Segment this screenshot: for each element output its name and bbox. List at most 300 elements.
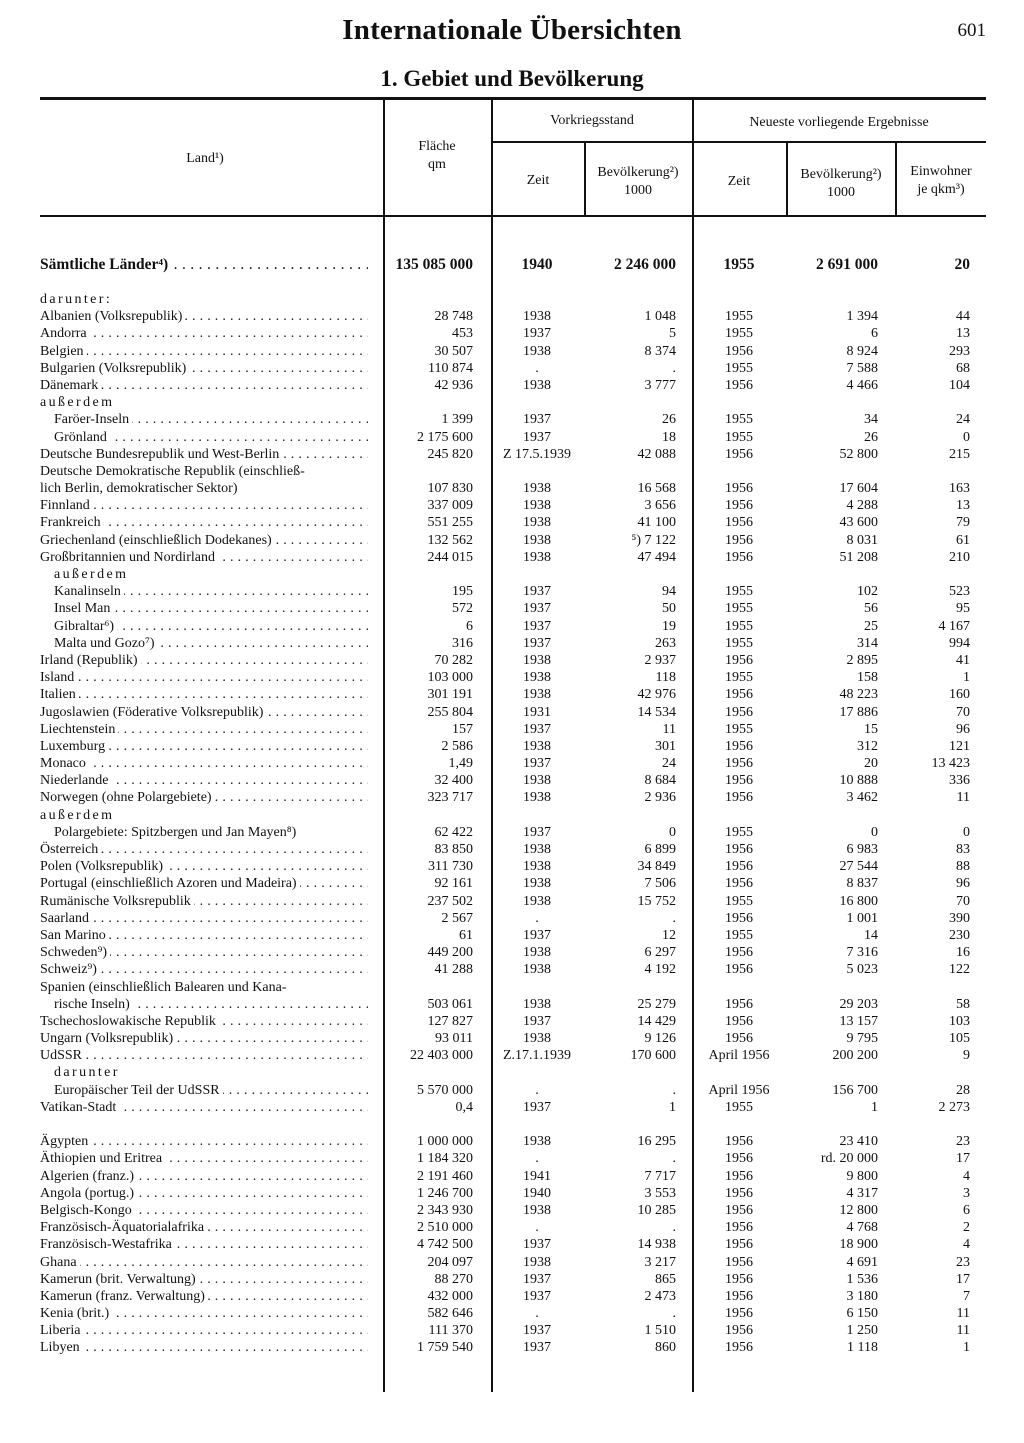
header-vorkriegsstand: Vorkriegsstand	[550, 113, 634, 128]
cell-nbev: 4 288	[846, 498, 878, 514]
cell-nzeit: 1956	[725, 1271, 753, 1287]
cell-einw: 9	[963, 1048, 970, 1064]
cell-nzeit: 1956	[725, 773, 753, 789]
cell-nbev: 26	[864, 429, 878, 445]
table-row	[40, 910, 986, 927]
cell-einw: 13	[956, 326, 970, 342]
cell-einw: 523	[949, 584, 970, 600]
table-row	[40, 291, 986, 308]
cell-nbev: 7 316	[846, 945, 878, 961]
cell-einw: 6	[963, 1202, 970, 1218]
cell-nzeit: 1956	[725, 790, 753, 806]
table-row	[40, 686, 986, 703]
cell-einw: 44	[956, 309, 970, 325]
cell-einw: 58	[956, 996, 970, 1012]
cell-nbev: 13 157	[839, 1013, 878, 1029]
cell-nbev: 15	[864, 721, 878, 737]
cell-nzeit: 1956	[725, 377, 753, 393]
table-row	[40, 1082, 986, 1099]
cell-nbev: 43 600	[839, 515, 878, 531]
table-row	[40, 996, 986, 1013]
cell-nzeit: 1956	[725, 1220, 753, 1236]
cell-land	[54, 635, 368, 652]
cell-flaeche: 1,49	[448, 756, 473, 772]
land-name: Kamerun (franz. Verwaltung)	[40, 1289, 208, 1304]
cell-land	[40, 463, 368, 480]
cell-land	[40, 1339, 368, 1356]
cell-vzeit: 1937	[523, 584, 551, 600]
cell-vbev: 42 976	[637, 687, 676, 703]
land-name: Polargebiete: Spitzbergen und Jan Mayen⁸)	[54, 825, 299, 840]
table-row	[40, 1185, 986, 1202]
header-flaeche	[385, 138, 489, 174]
cell-nzeit: 1956	[725, 910, 753, 926]
cell-land	[54, 1082, 368, 1099]
table-row	[40, 772, 986, 789]
cell-einw: 83	[956, 842, 970, 857]
cell-vbev: .	[672, 1220, 676, 1236]
cell-einw: 88	[956, 859, 970, 875]
cell-vzeit: 1938	[523, 377, 551, 393]
table-row	[40, 325, 986, 342]
cell-land	[40, 514, 368, 531]
table-row	[40, 532, 986, 549]
land-name: Libyen	[40, 1340, 83, 1355]
cell-flaeche: 32 400	[434, 773, 473, 789]
cell-land	[54, 411, 368, 428]
table-body	[40, 255, 986, 1357]
cell-vzeit: 1937	[523, 1237, 551, 1253]
land-name: Ghana	[40, 1255, 80, 1270]
land-name: Griechenland (einschließlich Dodekanes)	[40, 533, 275, 548]
cell-land	[40, 979, 368, 996]
cell-vbev: 3 553	[644, 1185, 676, 1201]
cell-land	[40, 480, 368, 497]
cell-nbev: 102	[857, 584, 878, 600]
table-row	[40, 463, 986, 480]
land-name: Andorra	[40, 326, 90, 341]
table-row	[40, 961, 986, 978]
cell-flaeche: 323 717	[427, 790, 473, 806]
cell-nbev: 312	[857, 738, 878, 754]
cell-flaeche: 255 804	[427, 704, 473, 720]
cell-flaeche: 107 830	[427, 481, 473, 497]
cell-vzeit: Z.17.1.1939	[502, 1048, 572, 1064]
land-name: Frankreich	[40, 515, 104, 530]
cell-vzeit: 1937	[523, 1013, 551, 1029]
cell-einw: 7	[963, 1288, 970, 1304]
cell-land	[40, 927, 368, 944]
cell-vzeit: 1937	[523, 412, 551, 428]
land-name: Jugoslawien (Föderative Volksrepublik)	[40, 705, 266, 720]
cell-flaeche: 1 184 320	[417, 1151, 473, 1167]
cell-land	[40, 377, 368, 394]
cell-vzeit: 1937	[523, 1323, 551, 1339]
cell-einw: 20	[954, 256, 970, 273]
header-bev-unit: 1000	[827, 185, 855, 200]
cell-flaeche: 4 742 500	[417, 1237, 473, 1253]
cell-nzeit: 1956	[725, 876, 753, 892]
cell-nbev: 18 900	[839, 1237, 878, 1253]
cell-vbev: 8 374	[644, 343, 676, 359]
table-row	[40, 1271, 986, 1288]
land-name: lich Berlin, demokratischer Sektor)	[40, 481, 241, 496]
cell-land	[40, 308, 368, 325]
cell-einw: 11	[956, 1306, 970, 1322]
table-row	[40, 480, 986, 497]
cell-vzeit: 1937	[523, 1288, 551, 1304]
cell-vbev: 16 295	[637, 1134, 676, 1150]
cell-vzeit: 1937	[523, 1099, 551, 1115]
cell-vbev: 15 752	[637, 893, 676, 909]
cell-nzeit: 1956	[725, 996, 753, 1012]
cell-einw: 0	[963, 824, 970, 840]
cell-vzeit: 1938	[523, 343, 551, 359]
table-row	[40, 807, 986, 824]
header-neueste-bevoelkerung	[788, 166, 894, 202]
cell-nzeit: 1955	[725, 721, 753, 737]
cell-einw: 4	[963, 1168, 970, 1184]
cell-einw: 336	[949, 773, 970, 789]
table-row	[40, 1030, 986, 1047]
cell-flaeche: 311 730	[428, 859, 473, 875]
land-name: Finnland	[40, 498, 93, 513]
cell-einw: 293	[949, 343, 970, 359]
cell-vbev: 860	[655, 1340, 676, 1356]
cell-flaeche: 2 175 600	[417, 429, 473, 445]
cell-flaeche: 61	[459, 927, 473, 943]
cell-vzeit: .	[535, 1306, 539, 1322]
cell-nbev: 9 800	[846, 1168, 878, 1184]
cell-vbev: .	[672, 1306, 676, 1322]
land-name: Spanien (einschließlich Balearen und Kana-	[40, 980, 289, 995]
cell-nzeit: 1955	[725, 326, 753, 342]
cell-land	[54, 1064, 368, 1081]
land-name: außerdem	[40, 808, 117, 823]
cell-vbev: 11	[662, 721, 676, 737]
land-name: Monaco	[40, 756, 89, 771]
cell-flaeche: 6	[466, 618, 473, 634]
land-name: Europäischer Teil der UdSSR	[54, 1083, 223, 1098]
table-row	[40, 1064, 986, 1081]
cell-nzeit: 1956	[725, 1151, 753, 1167]
cell-vzeit: 1937	[523, 635, 551, 651]
cell-land	[40, 944, 368, 961]
cell-nzeit: 1955	[725, 309, 753, 325]
cell-flaeche: 28 748	[434, 309, 473, 325]
cell-vzeit: 1938	[523, 309, 551, 325]
cell-nbev: 0	[871, 824, 878, 840]
cell-flaeche: 432 000	[427, 1288, 473, 1304]
cell-vbev: 19	[662, 618, 676, 634]
cell-flaeche: 62 422	[434, 824, 473, 840]
cell-flaeche: 135 085 000	[395, 256, 473, 273]
cell-vzeit: .	[535, 1220, 539, 1236]
cell-einw: 2	[963, 1220, 970, 1236]
table-row	[40, 308, 986, 325]
cell-nbev: 8 837	[846, 876, 878, 892]
cell-einw: 1	[963, 1340, 970, 1356]
cell-land	[40, 755, 368, 772]
cell-land	[54, 600, 368, 617]
cell-flaeche: 42 936	[434, 377, 473, 393]
cell-land	[54, 583, 368, 600]
table-row	[40, 600, 986, 617]
header-bottom-rule	[40, 215, 986, 217]
cell-flaeche: 2 191 460	[417, 1168, 473, 1184]
cell-nzeit: 1955	[725, 670, 753, 686]
land-name: Faröer-Inseln	[54, 412, 132, 427]
land-name: Kenia (brit.)	[40, 1306, 112, 1321]
table-row	[40, 1202, 986, 1219]
cell-vzeit: 1937	[523, 721, 551, 737]
table-row	[40, 755, 986, 772]
cell-einw: 105	[949, 1031, 970, 1047]
cell-einw: 4 167	[938, 618, 970, 634]
cell-land	[40, 1133, 368, 1150]
section-title: 1. Gebiet und Bevölkerung	[380, 66, 644, 91]
cell-land	[40, 446, 368, 463]
cell-nbev: 1 250	[846, 1323, 878, 1339]
header-neueste-zeit: Zeit	[727, 174, 751, 189]
cell-nbev: 48 223	[839, 687, 878, 703]
land-name: Ungarn (Volksrepublik)	[40, 1031, 176, 1046]
cell-flaeche: 157	[452, 721, 473, 737]
cell-vzeit: 1937	[523, 1340, 551, 1356]
table-row	[40, 1219, 986, 1236]
cell-einw: 95	[956, 601, 970, 617]
cell-land	[40, 686, 368, 703]
cell-vbev: 94	[662, 584, 676, 600]
cell-einw: 11	[956, 1323, 970, 1339]
land-name: Kamerun (brit. Verwaltung)	[40, 1272, 199, 1287]
cell-vzeit: 1938	[523, 876, 551, 892]
table-row	[40, 824, 986, 841]
cell-nzeit: 1956	[725, 532, 753, 548]
table-row	[40, 704, 986, 721]
land-name: darunter	[54, 1065, 123, 1080]
cell-nzeit: 1955	[725, 618, 753, 634]
cell-land	[40, 1013, 368, 1030]
cell-land	[40, 652, 368, 669]
cell-land	[40, 1219, 368, 1236]
cell-vzeit: 1940	[523, 1185, 551, 1201]
cell-land	[40, 1288, 368, 1305]
cell-nbev: 8 924	[846, 343, 878, 359]
table-row	[40, 583, 986, 600]
cell-nzeit: April 1956	[708, 1082, 770, 1098]
cell-land	[40, 1322, 368, 1339]
land-name: Polen (Volksrepublik)	[40, 859, 166, 874]
land-name: Ägypten	[40, 1134, 91, 1149]
cell-land	[40, 1150, 368, 1167]
cell-vbev: 2 937	[644, 652, 676, 668]
cell-vzeit: 1937	[523, 1271, 551, 1287]
table-row	[40, 1099, 986, 1116]
table-row	[40, 927, 986, 944]
cell-land	[40, 961, 368, 978]
table-row	[40, 1322, 986, 1339]
cell-vbev: ⁵) 7 122	[631, 532, 676, 548]
cell-vbev: 14 429	[637, 1013, 676, 1029]
land-name: Großbritannien und Nordirland	[40, 550, 218, 565]
header-land: Land¹)	[186, 151, 224, 166]
cell-land	[40, 1236, 368, 1253]
cell-vbev: 42 088	[637, 446, 676, 462]
cell-nzeit: 1956	[725, 945, 753, 961]
cell-nzeit: 1956	[725, 1340, 753, 1356]
cell-flaeche: 572	[452, 601, 473, 617]
page-title: Internationale Übersichten	[342, 14, 682, 46]
cell-land	[54, 618, 368, 635]
land-name: darunter:	[40, 292, 115, 307]
cell-nzeit: 1956	[725, 1306, 753, 1322]
cell-vbev: 0	[669, 824, 676, 840]
header-einw-label: Einwohner	[910, 164, 972, 179]
cell-flaeche: 237 502	[427, 893, 473, 909]
cell-vzeit: .	[535, 1082, 539, 1098]
cell-einw: 103	[949, 1013, 970, 1029]
cell-vbev: 25 279	[637, 996, 676, 1012]
table-row	[40, 858, 986, 875]
cell-vzeit: 1938	[523, 773, 551, 789]
cell-nzeit: 1956	[725, 1323, 753, 1339]
cell-nzeit: 1956	[725, 738, 753, 754]
cell-vbev: 14 534	[637, 704, 676, 720]
cell-nbev: rd. 20 000	[820, 1151, 878, 1167]
cell-einw: 122	[949, 962, 970, 978]
cell-nzeit: 1956	[725, 687, 753, 703]
header-bev-unit: 1000	[624, 183, 652, 198]
land-name: Gibraltar⁶)	[54, 619, 117, 634]
cell-nbev: 8 031	[846, 532, 878, 548]
cell-flaeche: 2 510 000	[417, 1220, 473, 1236]
cell-vbev: 12	[662, 927, 676, 943]
cell-land	[54, 996, 368, 1013]
table-row	[40, 618, 986, 635]
table-row	[40, 789, 986, 806]
cell-nzeit: 1956	[725, 1254, 753, 1270]
cell-vzeit: .	[535, 1151, 539, 1167]
cell-nbev: 3 180	[846, 1288, 878, 1304]
table-row	[40, 255, 986, 291]
table-row	[40, 497, 986, 514]
cell-vzeit: 1938	[523, 1031, 551, 1047]
cell-vzeit: 1938	[523, 687, 551, 703]
cell-vzeit: 1938	[523, 945, 551, 961]
land-name: Belgien	[40, 344, 87, 359]
cell-vbev: 4 192	[644, 962, 676, 978]
cell-nbev: 52 800	[839, 446, 878, 462]
cell-vbev: 1 048	[644, 309, 676, 325]
table-row	[40, 875, 986, 892]
cell-vzeit: 1938	[523, 549, 551, 565]
cell-nzeit: 1956	[725, 652, 753, 668]
cell-vbev: 41 100	[637, 515, 676, 531]
cell-land	[40, 1047, 368, 1064]
cell-flaeche: 1 246 700	[417, 1185, 473, 1201]
cell-einw: 41	[956, 652, 970, 668]
header-bev-label: Bevölkerung²)	[597, 165, 679, 180]
table-row	[40, 394, 986, 411]
table-row	[40, 1013, 986, 1030]
cell-vzeit: 1937	[523, 429, 551, 445]
header-einwohner	[897, 163, 985, 199]
cell-einw: 104	[949, 377, 970, 393]
cell-nbev: 6 150	[846, 1306, 878, 1322]
cell-flaeche: 93 011	[435, 1031, 473, 1047]
cell-vbev: 2 246 000	[614, 256, 676, 273]
table-row	[40, 514, 986, 531]
cell-flaeche: 551 255	[427, 515, 473, 531]
header-flaeche-unit: qm	[428, 157, 446, 172]
cell-nzeit: 1955	[725, 601, 753, 617]
land-name: Island	[40, 670, 77, 685]
cell-vbev: .	[672, 1151, 676, 1167]
table-row	[40, 1150, 986, 1167]
cell-flaeche: 449 200	[427, 945, 473, 961]
cell-nbev: 51 208	[839, 549, 878, 565]
cell-vbev: 3 217	[644, 1254, 676, 1270]
land-name: Österreich	[40, 842, 101, 857]
cell-nzeit: 1956	[725, 446, 753, 462]
cell-nbev: 2 895	[846, 652, 878, 668]
cell-nbev: 27 544	[839, 859, 878, 875]
cell-vzeit: Z 17.5.1939	[502, 446, 572, 462]
cell-nbev: 200 200	[832, 1048, 878, 1064]
cell-nbev: 6 983	[846, 842, 878, 857]
table-row	[40, 343, 986, 360]
table-row	[40, 446, 986, 463]
land-name: Niederlande	[40, 773, 111, 788]
cell-land	[40, 669, 368, 686]
cell-einw: 23	[956, 1134, 970, 1150]
land-name: Französisch-Äquatorialafrika	[40, 1220, 207, 1235]
cell-vzeit: 1938	[523, 670, 551, 686]
cell-nzeit: 1956	[725, 842, 753, 857]
cell-flaeche: 0,4	[455, 1099, 473, 1115]
table-row	[40, 652, 986, 669]
cell-vbev: 3 656	[644, 498, 676, 514]
cell-flaeche: 127 827	[427, 1013, 473, 1029]
cell-land	[40, 1305, 368, 1322]
cell-land	[40, 1202, 368, 1219]
cell-flaeche: 1 759 540	[417, 1340, 473, 1356]
cell-flaeche: 92 161	[434, 876, 473, 892]
cell-vbev: 7 506	[644, 876, 676, 892]
cell-vbev: 118	[655, 670, 676, 686]
cell-vbev: 10 285	[637, 1202, 676, 1218]
cell-nzeit: 1956	[725, 1202, 753, 1218]
cell-flaeche: 2 343 930	[417, 1202, 473, 1218]
cell-flaeche: 204 097	[427, 1254, 473, 1270]
land-name: Saarland	[40, 911, 92, 926]
header-middle-rule	[492, 141, 986, 143]
cell-nbev: 1 536	[846, 1271, 878, 1287]
table-row	[40, 411, 986, 428]
table-row	[40, 979, 986, 996]
cell-vbev: 2 936	[644, 790, 676, 806]
cell-vbev: 3 777	[644, 377, 676, 393]
cell-nbev: 1	[871, 1099, 878, 1115]
table-row	[40, 566, 986, 583]
table-row	[40, 429, 986, 446]
cell-nzeit: 1956	[725, 515, 753, 531]
cell-land	[40, 1168, 368, 1185]
cell-flaeche: 70 282	[434, 652, 473, 668]
cell-vbev: 14 938	[637, 1237, 676, 1253]
cell-land	[54, 824, 368, 841]
